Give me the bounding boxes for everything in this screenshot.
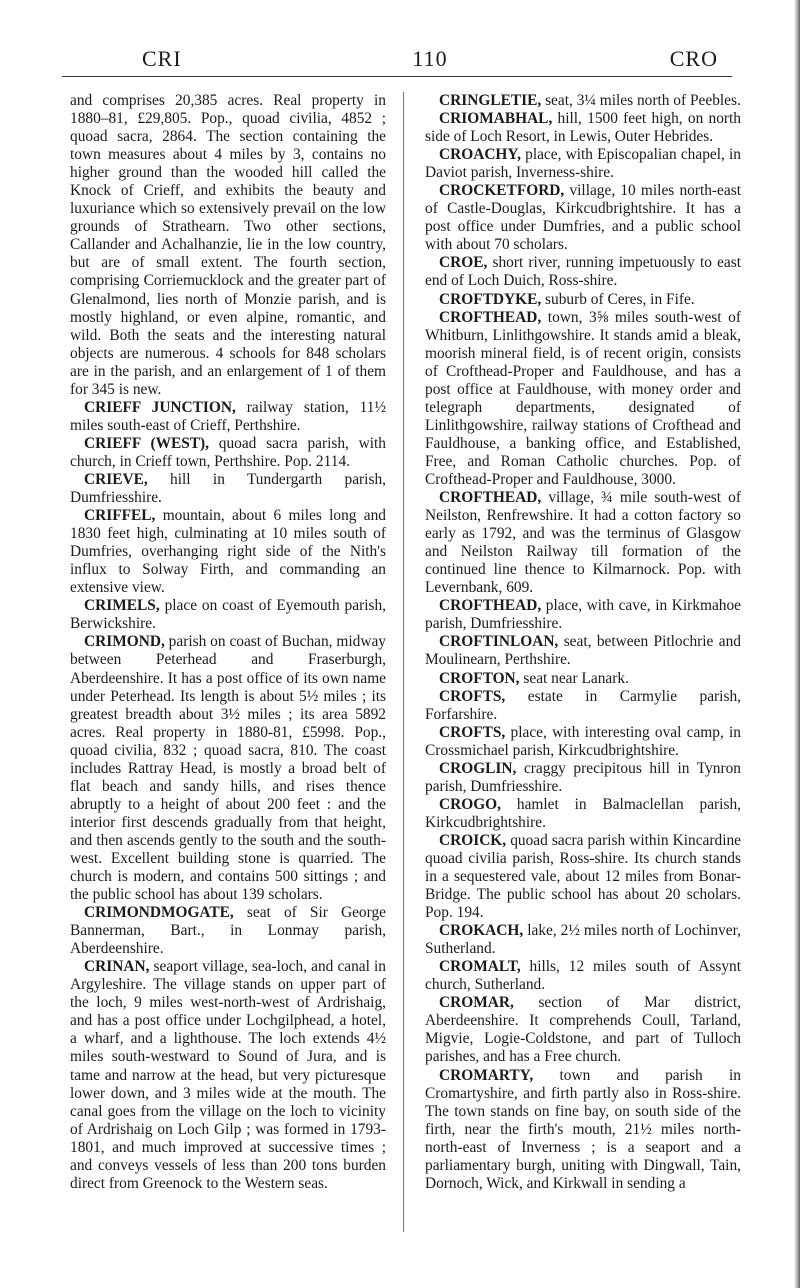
entry-text: seaport village, sea-loch, and canal in Argyleshire. The village stands on upper part of the loch, 9 miles west-north-west of Ardrishaig, and has a post office under Lochgilphead, a hotel, a wharf, and a lighthouse. The loch extends 4½ miles south-westward to Sound of Jura, and is tame and narrow at the head, but very picturesque lower down, and 3 miles wide at the mouth. The canal goes from the village on the loch to vicinity of Ardrishaig on Loch Gilp ; was formed in 1793-1801, and much improved at successive times ; and conveys vessels of less than 200 tons burden direct from Greenock to the Western seas. — [70, 958, 386, 1192]
entry-headword: CROCKETFORD, — [439, 182, 565, 200]
entry-headword: CRIEVE, — [84, 470, 148, 488]
dictionary-entry — [425, 994, 741, 1066]
entry-headword: CROFTINLOAN, — [439, 633, 559, 651]
dictionary-entry — [425, 796, 741, 832]
entry-text: village, ¾ mile south-west of Neilston, Renfrewshire. It had a cotton factory so early as 1792, and was the terminus of Glasgow and Neilston Railway till formation of the continued line thence to Kilmarnock. Pop. with Levernbank, 609. — [425, 489, 741, 597]
entry-headword: CROMALT, — [439, 958, 521, 976]
dictionary-entry — [70, 904, 386, 958]
entry-headword: CRINAN, — [84, 958, 150, 976]
entry-headword: CROFTS, — [439, 723, 506, 741]
header-left-guideword: CRI — [142, 46, 182, 71]
dictionary-entry — [425, 254, 741, 290]
dictionary-entry — [425, 182, 741, 254]
page-number: 110 — [412, 46, 448, 71]
dictionary-entry — [425, 688, 741, 724]
dictionary-entry — [425, 597, 741, 633]
entry-text: and comprises 20,385 acres. Real property in 1880–81, £29,805. Pop., quoad civilia, 4852 ; quoad sacra, 2864. The section containing the town measures about 4 miles by 3, contains no higher ground than the wooded hill called the Knock of Crieff, and exhibits the beauty and luxuriance which so extensively prevail on the low grounds of Strathearn. Two other sections, Callander and Achalhanzie, lie in the low country, but are of small extent. The fourth section, comprising Corriemucklock and the greater part of Glenalmond, lies north of Monzie parish, and is mostly highland, or even alpine, romantic, and wild. Both the seats and the interesting natural objects are numerous. 4 schools for 848 scholars are in the parish, and an enlargement of 1 of them for 345 is new. — [70, 92, 386, 398]
entry-text: place, with Episcopalian chapel, in Daviot parish, Inverness-shire. — [425, 146, 741, 182]
entry-headword: CRIMONDMOGATE, — [84, 904, 234, 922]
header-right-guideword: CRO — [669, 46, 718, 71]
dictionary-entry — [70, 471, 386, 507]
header-bar — [142, 46, 718, 74]
dictionary-entry — [425, 146, 741, 182]
dictionary-entry — [425, 489, 741, 597]
dictionary-entry — [425, 309, 741, 489]
entry-text: village, 10 miles north-east of Castle-Douglas, Kirkcudbrightshire. It has a post office under Dumfries, and a public school with about 70 scholars. — [425, 182, 741, 254]
entry-text: lake, 2½ miles north of Lochinver, Sutherland. — [425, 922, 741, 958]
entry-text: place, with interesting oval camp, in Crossmichael parish, Kirkcudbrightshire. — [425, 723, 741, 759]
entry-headword: CRINGLETIE, — [439, 92, 542, 109]
entry-headword: CROE, — [439, 254, 488, 272]
entry-text: hamlet in Balmaclellan parish, Kirkcudbrightshire. — [425, 795, 741, 831]
entry-headword: CROGLIN, — [439, 759, 517, 777]
dictionary-entry — [425, 92, 741, 110]
entry-headword: CRIEFF JUNCTION, — [84, 398, 236, 416]
entry-headword: CROACHY, — [439, 146, 521, 164]
entry-headword: CROFTHEAD, — [439, 597, 542, 615]
entry-headword: CROKACH, — [439, 922, 524, 940]
entry-headword: CROFTON, — [439, 669, 520, 687]
entry-headword: CROFTHEAD, — [439, 489, 542, 507]
dictionary-entry — [425, 958, 741, 994]
entry-text: craggy precipitous hill in Tynron parish, Dumfriesshire. — [425, 759, 741, 795]
entry-headword: CROFTDYKE, — [439, 290, 542, 308]
dictionary-entry — [425, 724, 741, 760]
entry-text: suburb of Ceres, in Fife. — [541, 290, 695, 308]
entry-headword: CROMARTY, — [439, 1066, 534, 1084]
entry-text: place on coast of Eyemouth parish, Berwickshire. — [70, 597, 386, 633]
dictionary-entry — [425, 760, 741, 796]
header-rule — [62, 76, 732, 77]
entry-text: railway station, 11½ miles south-east of Crieff, Perthshire. — [70, 398, 386, 434]
entry-headword: CROMAR, — [439, 994, 514, 1012]
entry-headword: CRIFFEL, — [84, 507, 156, 525]
entry-headword: CRIMELS, — [84, 597, 160, 615]
dictionary-entry — [425, 291, 741, 309]
entry-headword: CRIOMABHAL, — [439, 110, 553, 128]
dictionary-entry — [70, 399, 386, 435]
entry-headword: CROFTHEAD, — [439, 308, 542, 326]
dictionary-entry — [425, 832, 741, 922]
dictionary-entry — [70, 958, 386, 1193]
entry-text: place, with cave, in Kirkmahoe parish, Dumfriesshire. — [425, 597, 741, 633]
entry-headword: CRIEFF (WEST), — [84, 434, 210, 452]
entry-text: section of Mar district, Aberdeenshire. It comprehends Coull, Tarland, Migvie, Logie-Coldstone, and part of Tulloch parishes, and has a Free church. — [425, 994, 741, 1066]
entry-headword: CRIMOND, — [84, 633, 165, 651]
entry-text: short river, running impetuously to east end of Loch Duich, Ross-shire. — [425, 254, 741, 290]
dictionary-entry — [70, 633, 386, 904]
entry-text: town and parish in Cromartyshire, and firth partly also in Ross-shire. The town stands on fine bay, on south side of the firth, near the firth's mouth, 21½ miles north-north-east of Inverness ; is a seaport and a parliamentary burgh, uniting with Dingwall, Tain, Dornoch, Wick, and Kirkwall in sending a — [425, 1066, 741, 1192]
entry-text: quoad sacra parish within Kincardine quoad civilia parish, Ross-shire. Its church stands in a sequestered vale, about 12 miles from Bonar-Bridge. The public school has about 20 scholars. Pop. 194. — [425, 831, 741, 922]
dictionary-entry — [425, 110, 741, 146]
entry-text: estate in Carmylie parish, Forfarshire. — [425, 687, 741, 723]
dictionary-entry — [70, 92, 386, 399]
dictionary-entry — [70, 507, 386, 597]
entry-text: town, 3⅝ miles south-west of Whitburn, Linlithgowshire. It stands amid a bleak, moorish mineral field, is of recent origin, consists of Crofthead-Proper and Fauldhouse, and has a post office at Fauldhouse, with money order and telegraph departments, designated of Linlithgowshire, railway stations of Crofthead and Fauldhouse, a banking office, and Established, Free, and Roman Catholic churches. Pop. of Crofthead-Proper and Fauldhouse, 3000. — [425, 308, 741, 488]
entry-text: hill, 1500 feet high, on north side of Loch Resort, in Lewis, Outer Hebrides. — [425, 110, 741, 146]
entry-text: quoad sacra parish, with church, in Crieff town, Perthshire. Pop. 2114. — [70, 434, 386, 470]
entry-headword: CROICK, — [439, 831, 507, 849]
dictionary-entry — [425, 670, 741, 688]
left-column — [70, 92, 386, 1193]
entry-headword: CROGO, — [439, 795, 501, 813]
dictionary-entry — [70, 435, 386, 471]
dictionary-entry — [425, 633, 741, 669]
right-column — [425, 92, 741, 1193]
entry-text: seat near Lanark. — [519, 669, 629, 687]
entry-text: hill in Tundergarth parish, Dumfriesshire. — [70, 470, 386, 507]
column-divider — [403, 92, 404, 1232]
dictionary-entry — [425, 1067, 741, 1193]
entry-text: mountain, about 6 miles long and 1830 feet high, culminating at 10 miles south of Dumfries, overhanging right side of the Nith's influx to Solway Firth, and commanding an extensive view. — [70, 507, 386, 597]
dictionary-entry — [425, 922, 741, 958]
entry-text: seat of Sir George Bannerman, Bart., in Lonmay parish, Aberdeenshire. — [70, 904, 386, 958]
entry-text: seat, between Pitlochrie and Moulinearn, Perthshire. — [425, 633, 741, 669]
page-edge-shadow — [794, 0, 800, 1288]
entry-text: parish on coast of Buchan, midway between Peterhead and Fraserburgh, Aberdeenshire. It has a post office of its own name under Peterhead. Its length is about 5½ miles ; its greatest breadth about 3½ miles ; its area 5892 acres. Real property in 1880-81, £5998. Pop., quoad civilia, 832 ; quoad sacra, 810. The coast includes Rattray Head, is mostly a broad belt of flat beach and sandy hills, and rises thence abruptly to a height of about 200 feet : and the interior first descends gradually from that height, and then ascends gently to the south and the south-west. Excellent building stone is quarried. The church is modern, and contains 500 sittings ; and the public school has about 139 scholars. — [70, 633, 386, 904]
dictionary-entry — [70, 597, 386, 633]
entry-headword: CROFTS, — [439, 687, 506, 705]
entry-text: seat, 3¼ miles north of Peebles. — [541, 92, 741, 109]
entry-text: hills, 12 miles south of Assynt church, Sutherland. — [425, 958, 741, 994]
